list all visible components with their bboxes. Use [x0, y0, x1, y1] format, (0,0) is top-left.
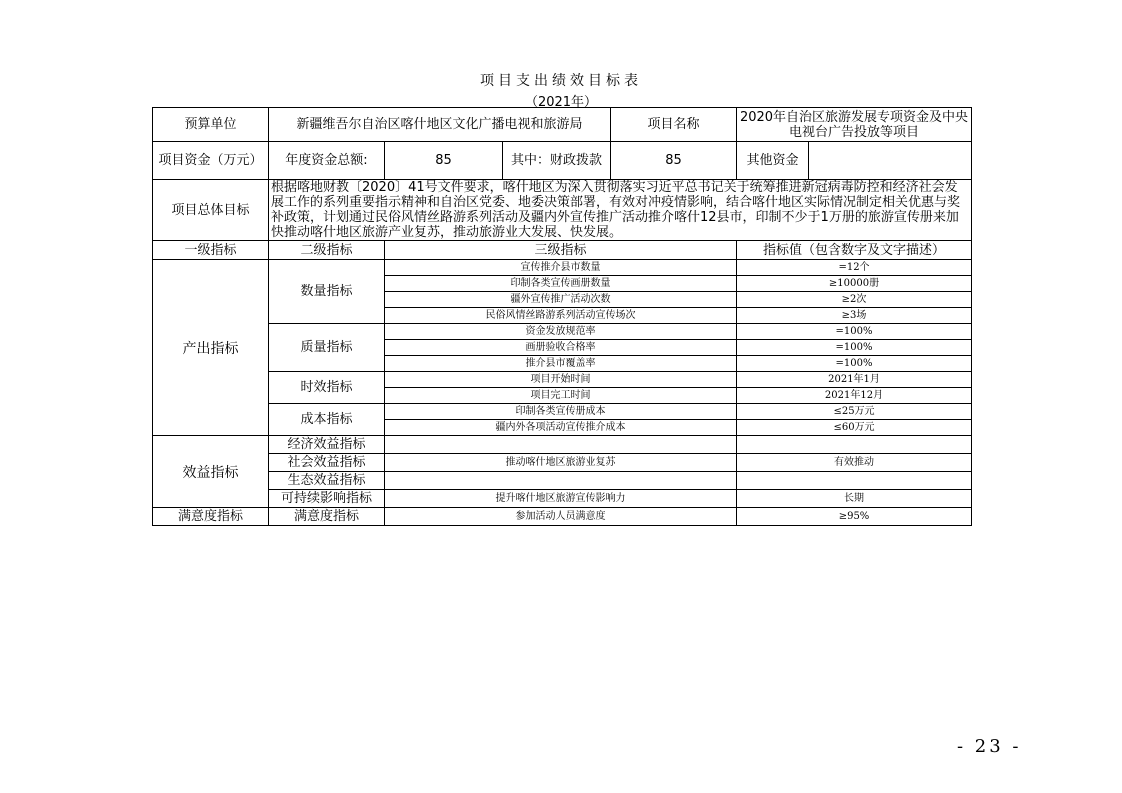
project-name-label: 项目名称 — [611, 108, 737, 142]
other-funds-value — [809, 142, 972, 180]
satisfaction-indicator-label: 满意度指标 — [153, 508, 269, 526]
table-row — [153, 472, 972, 490]
table-row — [153, 508, 972, 526]
indicator-name: 资金发放规范率 — [385, 324, 737, 340]
indicator-name: 参加活动人员满意度 — [385, 508, 737, 526]
level2-header: 二级指标 — [269, 241, 385, 260]
quantity-indicator-label: 数量指标 — [269, 260, 385, 324]
indicator-value: ≥2次 — [737, 292, 972, 308]
social-benefit-label: 社会效益指标 — [269, 454, 385, 472]
cost-indicator-label: 成本指标 — [269, 404, 385, 436]
output-indicator-label: 产出指标 — [153, 260, 269, 436]
other-funds-label: 其他资金 — [737, 142, 809, 180]
page-number: - 23 - — [957, 736, 1022, 757]
indicator-name: 项目开始时间 — [385, 372, 737, 388]
table-row — [153, 372, 972, 388]
budget-unit-value: 新疆维吾尔自治区喀什地区文化广播电视和旅游局 — [269, 108, 611, 142]
indicator-header-row — [153, 241, 972, 260]
indicator-value: ≤25万元 — [737, 404, 972, 420]
table-row — [153, 404, 972, 420]
table-row — [153, 454, 972, 472]
economic-benefit-label: 经济效益指标 — [269, 436, 385, 454]
indicator-value: =100% — [737, 356, 972, 372]
project-funds-label: 项目资金（万元） — [153, 142, 269, 180]
indicator-value: ≤60万元 — [737, 420, 972, 436]
indicator-value: 2021年12月 — [737, 388, 972, 404]
table-row — [153, 324, 972, 340]
indicator-value: =100% — [737, 324, 972, 340]
table-row — [153, 490, 972, 508]
indicator-value: 长期 — [737, 490, 972, 508]
indicator-value-header: 指标值（包含数字及文字描述） — [737, 241, 972, 260]
indicator-value — [737, 436, 972, 454]
table-title: 项目支出绩效目标表 — [480, 73, 642, 89]
indicator-name: 疆内外各项活动宣传推介成本 — [385, 420, 737, 436]
overall-goal-label: 项目总体目标 — [153, 180, 269, 241]
indicator-name: 推介县市覆盖率 — [385, 356, 737, 372]
project-name-value: 2020年自治区旅游发展专项资金及中央电视台广告投放等项目 — [737, 108, 972, 142]
budget-unit-row — [153, 108, 972, 142]
annual-total-value: 85 — [385, 142, 503, 180]
indicator-value: ≥3场 — [737, 308, 972, 324]
indicator-value: 有效推动 — [737, 454, 972, 472]
indicator-name: 疆外宣传推广活动次数 — [385, 292, 737, 308]
indicator-name: 画册验收合格率 — [385, 340, 737, 356]
overall-goal-row — [153, 180, 972, 241]
indicator-name: 提升喀什地区旅游宣传影响力 — [385, 490, 737, 508]
performance-table — [152, 107, 972, 526]
ecological-benefit-label: 生态效益指标 — [269, 472, 385, 490]
indicator-name: 民俗风情丝路游系列活动宣传场次 — [385, 308, 737, 324]
indicator-name: 项目完工时间 — [385, 388, 737, 404]
annual-total-label: 年度资金总额: — [269, 142, 385, 180]
indicator-name: 宣传推介县市数量 — [385, 260, 737, 276]
table-row — [153, 436, 972, 454]
table-row — [153, 260, 972, 276]
indicator-value — [737, 472, 972, 490]
indicator-value: ≥95% — [737, 508, 972, 526]
sustainable-impact-label: 可持续影响指标 — [269, 490, 385, 508]
overall-goal-text: 根据喀地财教〔2020〕41号文件要求，喀什地区为深入贯彻落实习近平总书记关于统筹推进新冠病毒防控和经济社会发展工作的系列重要指示精神和自治区党委、地委决策部署，有效对冲疫情影响，结合喀什地区实际情况制定相关优惠与奖补政策，计划通过民俗风情丝路游系列活动及疆内外宣传推广活动推介喀什12县市，印制不少于1万册的旅游宣传册来加快推动喀什地区旅游产业复苏，推动旅游业大发展、快发展。 — [269, 180, 972, 241]
indicator-name — [385, 436, 737, 454]
quality-indicator-label: 质量指标 — [269, 324, 385, 372]
budget-unit-label: 预算单位 — [153, 108, 269, 142]
satisfaction-sub-label: 满意度指标 — [269, 508, 385, 526]
indicator-name — [385, 472, 737, 490]
indicator-value: =12个 — [737, 260, 972, 276]
indicator-value: 2021年1月 — [737, 372, 972, 388]
indicator-value: =100% — [737, 340, 972, 356]
project-funds-row — [153, 142, 972, 180]
benefit-indicator-label: 效益指标 — [153, 436, 269, 508]
fiscal-allocation-value: 85 — [611, 142, 737, 180]
level1-header: 一级指标 — [153, 241, 269, 260]
fiscal-allocation-label: 其中：财政拨款 — [503, 142, 611, 180]
table-year: （2021年） — [524, 95, 598, 110]
indicator-name: 印制各类宣传册成本 — [385, 404, 737, 420]
indicator-value: ≥10000册 — [737, 276, 972, 292]
level3-header: 三级指标 — [385, 241, 737, 260]
indicator-name: 印制各类宣传画册数量 — [385, 276, 737, 292]
indicator-name: 推动喀什地区旅游业复苏 — [385, 454, 737, 472]
time-indicator-label: 时效指标 — [269, 372, 385, 404]
